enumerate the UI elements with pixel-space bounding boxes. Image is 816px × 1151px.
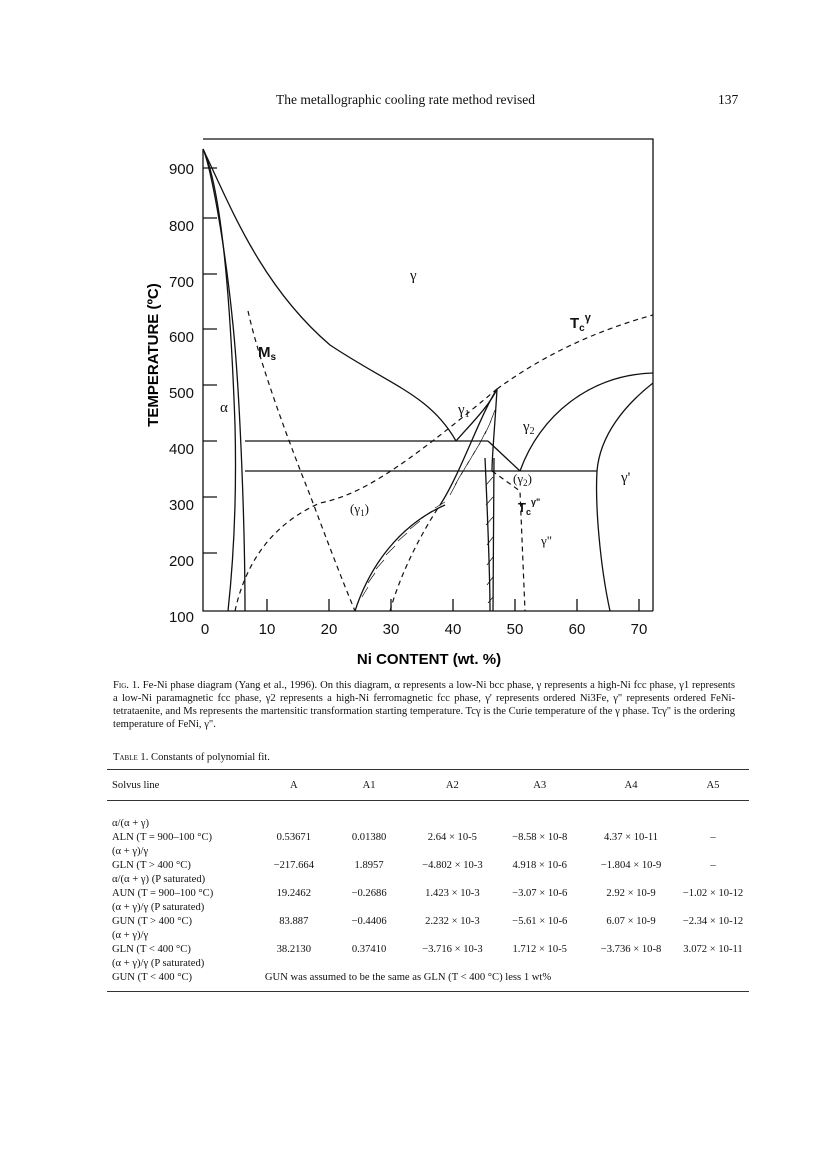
y-tick-label: 600 [168,329,194,346]
table-cell: 4.918 × 10-6 [512,860,567,871]
table-header-cell: A2 [445,779,459,791]
x-tick-label: 10 [258,621,276,638]
solvus-name: (α + γ)/γ [112,846,149,857]
table-cell: −5.61 × 10-6 [512,916,568,927]
gamma2-label: $\gamma_2$ [523,419,535,437]
table-row [107,829,749,843]
table-cell: – [710,860,716,871]
table-cell: 1.712 × 10-5 [512,944,567,955]
phase-diagram-figure [100,125,720,670]
table-cell: −3.736 × 10-8 [600,944,662,955]
alpha-label: α [220,400,228,416]
table-row [107,885,749,899]
table-cell: 3.072 × 10-11 [683,944,743,955]
x-axis-title: Ni CONTENT (wt. %) [356,651,502,668]
y-tick-marks [203,168,217,553]
tc-gamma-label: $T_c^\gamma$ [570,312,591,334]
plot-frame [203,139,653,611]
y-tick-label: 300 [168,497,194,514]
page-number: 137 [718,92,739,107]
gamma1-label: $\gamma_1$ [458,402,470,420]
table-row-title [107,955,749,969]
running-head [0,92,816,112]
table-cell: −1.02 × 10-12 [682,888,744,899]
table-cell: 0.01380 [351,832,387,843]
gamma-solvus [203,149,456,441]
table-cell: 1.8957 [354,860,384,871]
solvus-label: GUN (T > 400 °C) [112,916,193,927]
x-tick-label: 50 [506,621,524,638]
solvus-name: α/(α + γ) (P saturated) [112,874,206,885]
x-tick-label: 60 [568,621,586,638]
table-note: GUN was assumed to be the same as GLN (T < 400 °C) less 1 wt% [264,972,552,983]
table-row [107,941,749,955]
gamma-prime-label: γ' [621,470,631,486]
table-cell: −0.2686 [351,888,387,899]
figure-caption-text: Fe-Ni phase diagram (Yang et al., 1996). On this diagram, α represents a low-Ni bcc phase, γ represents a high-Ni fcc phase, γ1 represents a low-Ni paramagnetic fcc phase, γ2 represents a high-Ni ferromagnetic fcc phase, γ' represents ordered Ni3Fe, γ" represents ordered FeNi-tetrataenite, and Ms represents the martensitic transformation starting temperature. Tcγ is the Curie temperature of the γ phase. Tcγ" is the ordering temperature of FeNi, γ". [113,680,735,730]
table-header-cell: A3 [533,779,547,791]
table-header-cell: A [289,779,298,791]
ms-label: $M_s$ [258,344,277,363]
table-cell: 83.887 [279,916,309,927]
table-caption [113,752,270,763]
table-header-cell: A1 [362,779,376,791]
solvus-name: (α + γ)/γ (P saturated) [112,958,205,969]
solvus-name: α/(α + γ) [112,818,150,829]
table-cell: −2.34 × 10-12 [682,916,744,927]
table-cell: −4.802 × 10-3 [422,860,483,871]
table-header-cell: A5 [706,779,720,791]
table-cell: −1.804 × 10-9 [600,860,662,871]
table-row [107,913,749,927]
table-header-row [107,770,749,801]
table-header-cell: A4 [624,779,638,791]
solvus-label: AUN (T = 900–100 °C) [112,888,214,899]
table-cell: 19.2462 [276,888,312,899]
phase-diagram [100,125,720,670]
table-cell: 6.07 × 10-9 [606,916,656,927]
table-cell: −0.4406 [351,916,387,927]
y-tick-label: 100 [168,609,194,626]
table-row-title [107,843,749,857]
table-cell: 4.37 × 10-11 [603,832,659,843]
y-tick-label: 400 [168,441,194,458]
table-caption-label: Table 1. [113,752,149,763]
x-tick-label: 30 [382,621,400,638]
table-row [107,969,749,992]
table-row-title [107,801,749,830]
table-cell: 2.64 × 10-5 [427,832,477,843]
x-tick-label: 40 [444,621,462,638]
figure-caption [113,679,735,731]
gamma1-paren-label: $(\gamma_1)$ [350,501,369,518]
solvus-label: GUN (T < 400 °C) [112,972,193,983]
constants-table [107,769,749,992]
table-cell: −8.58 × 10-8 [512,832,568,843]
solvus-name: (α + γ)/γ (P saturated) [112,902,205,913]
x-tick-label: 0 [200,621,210,638]
y-tick-label: 900 [168,161,194,178]
table-cell: 0.37410 [351,944,387,955]
tc-gamma-dd-label: $T_c^{\gamma"}$ [518,497,541,517]
table-cell: −217.664 [273,860,315,871]
solvus-name: (α + γ)/γ [112,930,149,941]
table-cell: −3.716 × 10-3 [422,944,483,955]
x-tick-labels [201,621,648,638]
x-tick-label: 70 [630,621,648,638]
table-cell: 2.232 × 10-3 [425,916,480,927]
table-body [107,801,749,992]
y-tick-label: 700 [168,274,194,291]
solvus-label: GLN (T > 400 °C) [112,860,191,871]
table-header-cell: Solvus line [112,779,160,791]
y-tick-label: 500 [168,385,194,402]
table-cell: −3.07 × 10-6 [512,888,568,899]
table-row-title [107,871,749,885]
y-tick-label: 800 [168,218,194,235]
table-cell: – [710,832,716,843]
table-caption-text: Constants of polynomial fit. [151,752,270,763]
running-title: The metallographic cooling rate method revised [276,92,536,107]
table-cell: 2.92 × 10-9 [606,888,656,899]
gamma2-paren-label: $(\gamma_2)$ [513,471,532,488]
table-row-title [107,899,749,913]
solvus-label: ALN (T = 900–100 °C) [112,832,213,843]
y-tick-label: 200 [168,553,194,570]
y-tick-labels [169,161,194,626]
axes [203,149,653,611]
y-axis-title: TEMPERATURE (ºC) [145,283,162,427]
solvus-label: GLN (T < 400 °C) [112,944,191,955]
x-tick-marks [267,599,639,611]
table-cell: 0.53671 [276,832,312,843]
table-row-title [107,927,749,941]
table-cell: 1.423 × 10-3 [425,888,480,899]
table-row [107,857,749,871]
figure-caption-label: Fig. 1. [113,680,140,691]
gamma-dd-label: γ" [541,533,553,548]
gamma-label: γ [410,268,417,284]
table-cell: 38.2130 [276,944,312,955]
x-tick-label: 20 [320,621,338,638]
